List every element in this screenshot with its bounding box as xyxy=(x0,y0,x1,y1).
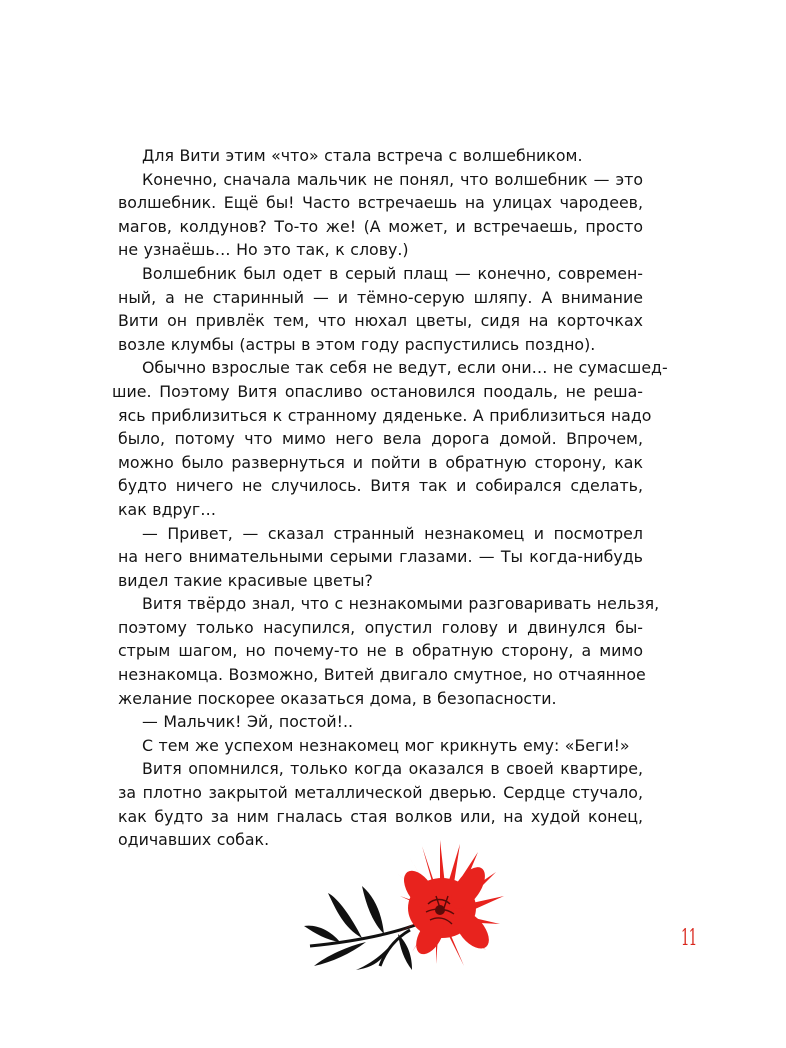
page-number: 11 xyxy=(681,926,697,951)
text-line: С тем же успехом незнакомец мог крикнуть ему: «Беги!» xyxy=(142,735,630,755)
text-line: Волшебник был одет в серый плащ — конечно, современ- xyxy=(142,263,643,283)
text-line: поэтому только насупился, опустил голову и двинулся бы- xyxy=(118,617,643,637)
paragraph xyxy=(118,734,643,758)
text-line: — Привет, — сказал странный незнакомец и посмотрел xyxy=(142,523,643,543)
text-line: на него внимательными серыми глазами. — Ты когда-нибудь xyxy=(118,547,643,567)
paragraph xyxy=(118,592,660,710)
text-line: желание поскорее оказаться дома, в безопасности. xyxy=(118,688,557,708)
text-line: — Мальчик! Эй, постой!.. xyxy=(142,712,354,732)
text-line: Витя твёрдо знал, что с незнакомыми разговаривать нельзя, xyxy=(142,594,660,614)
text-line: ный, а не старинный — и тёмно-серую шляпу. А внимание xyxy=(118,287,643,307)
text-line: волшебник. Ещё бы! Часто встречаешь на улицах чародеев, xyxy=(118,193,643,213)
text-line: одичавших собак. xyxy=(118,830,270,850)
text-line: Для Вити этим «что» стала встреча с волшебником. xyxy=(142,146,583,165)
text-line: не узнаёшь… Но это так, к слову.) xyxy=(118,240,409,260)
paragraph xyxy=(118,168,643,262)
text-line: Обычно взрослые так себя не ведут, если они… не сумасшед- xyxy=(142,358,668,378)
text-line: магов, колдунов? То-то же! (А может, и встречаешь, просто xyxy=(118,216,643,236)
text-line: за плотно закрытой металлической дверью. Сердце стучало, xyxy=(118,783,643,803)
paragraph xyxy=(118,144,643,168)
text-line: было, потому что мимо него вела дорога домой. Впрочем, xyxy=(118,429,643,449)
paragraph xyxy=(118,262,643,356)
text-line: Конечно, сначала мальчик не понял, что волшебник — это xyxy=(142,169,643,189)
text-line: ясь приблизиться к странному дяденьке. А приблизиться надо xyxy=(118,405,652,425)
text-line: Витя опомнился, только когда оказался в своей квартире, xyxy=(142,759,643,779)
text-line: Вити он привлёк тем, что нюхал цветы, сидя на корточках xyxy=(118,311,643,331)
text-line: шие. Поэтому Витя опасливо остановился поодаль, не реша- xyxy=(112,381,643,401)
text-line: будто ничего не случилось. Витя так и собирался сделать, xyxy=(118,476,643,496)
text-line: видел такие красивые цветы? xyxy=(118,570,373,590)
text-line: стрым шагом, но почему-то не в обратную сторону, а мимо xyxy=(118,641,643,661)
text-line: можно было развернуться и пойти в обратную сторону, как xyxy=(118,452,643,472)
text-line: незнакомца. Возможно, Витей двигало смутное, но отчаянное xyxy=(118,665,646,685)
paragraph xyxy=(112,356,668,521)
text-line: как будто за ним гналась стая волков или, на худой конец, xyxy=(118,806,643,826)
aster-flower-illustration xyxy=(300,838,515,973)
paragraph xyxy=(118,710,643,734)
text-line: возле клумбы (астры в этом году распустились поздно). xyxy=(118,334,596,354)
body-text xyxy=(112,144,668,852)
text-line: как вдруг… xyxy=(118,499,216,519)
paragraph xyxy=(118,522,643,593)
